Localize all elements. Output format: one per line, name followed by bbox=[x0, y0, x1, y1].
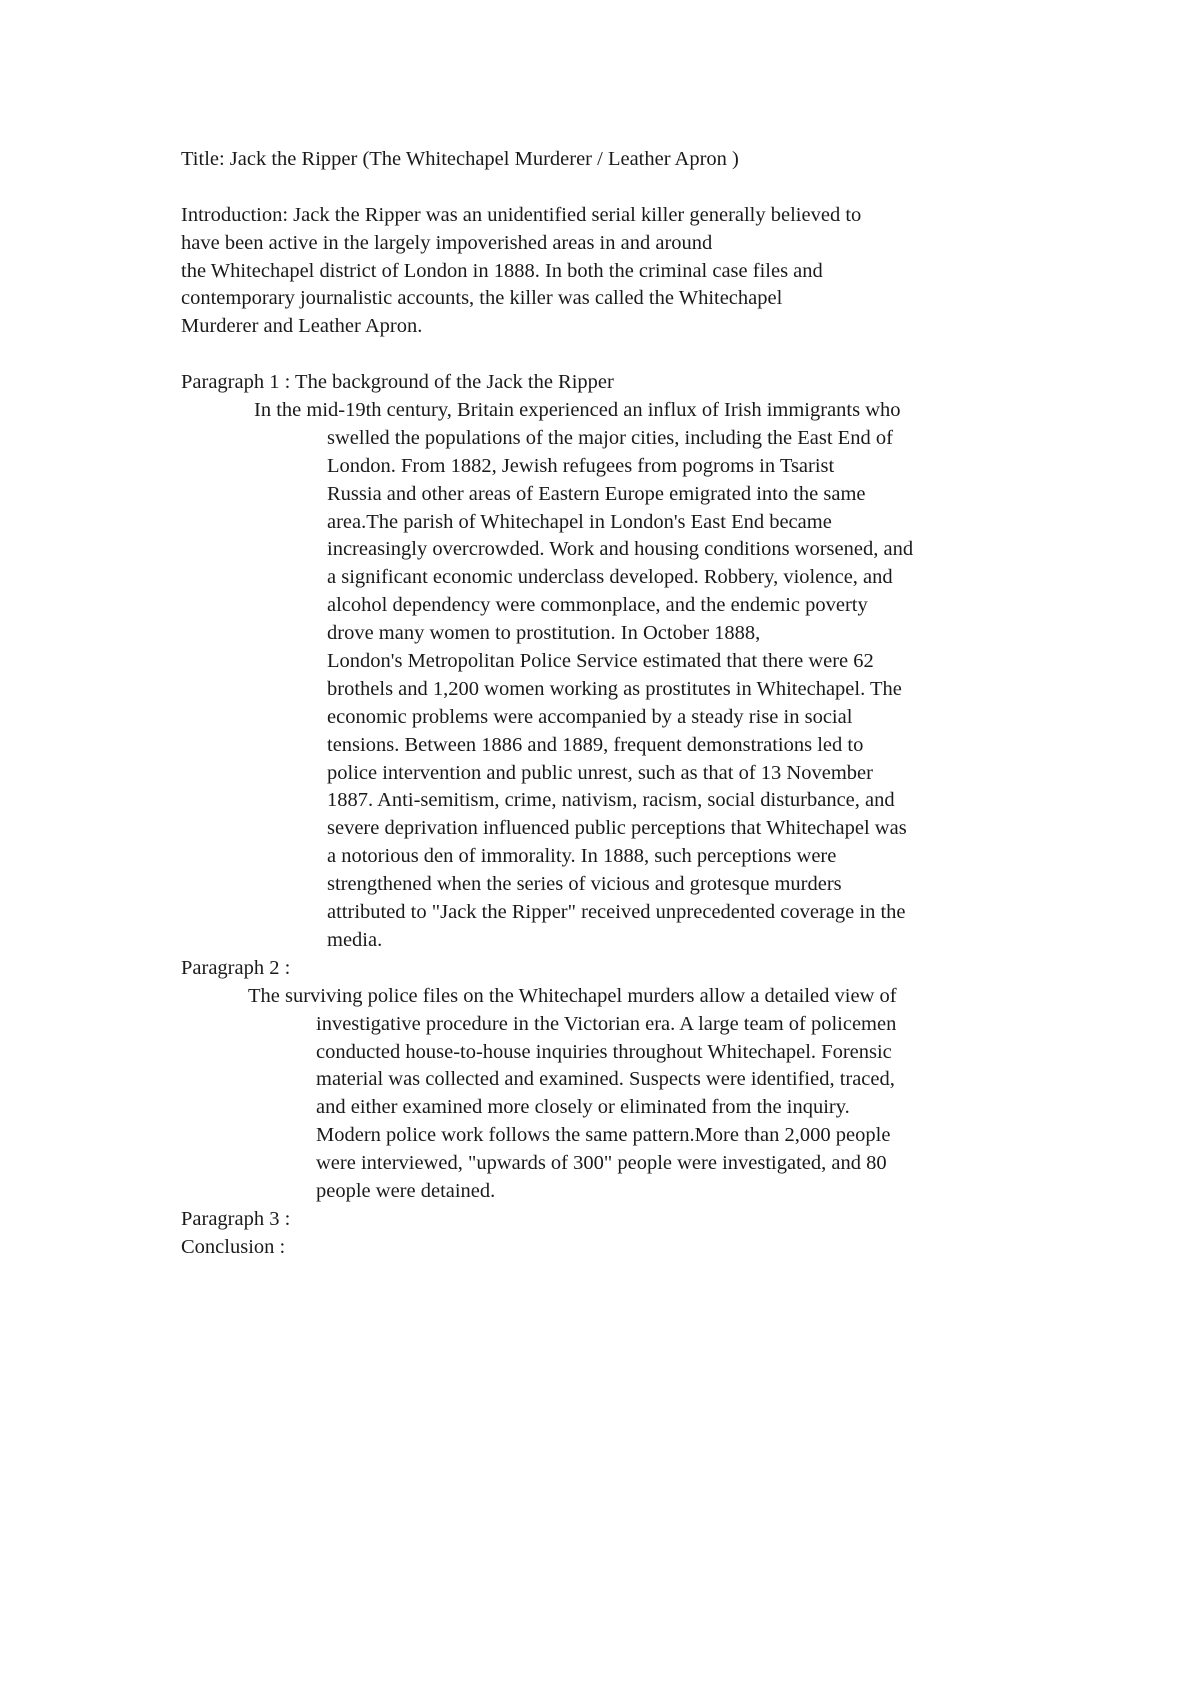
conclusion-heading: Conclusion : bbox=[181, 1235, 286, 1258]
paragraph-2-first-line: The surviving police files on the Whitechapel murders allow a detailed view of bbox=[248, 984, 897, 1007]
introduction-line: contemporary journalistic accounts, the killer was called the Whitechapel bbox=[181, 287, 783, 310]
paragraph-1-line: area.The parish of Whitechapel in London's East End became bbox=[327, 510, 832, 533]
paragraph-2-line: investigative procedure in the Victorian era. A large team of policemen bbox=[316, 1012, 897, 1035]
introduction-line: the Whitechapel district of London in 1888. In both the criminal case files and bbox=[181, 259, 823, 282]
paragraph-1-line: a notorious den of immorality. In 1888, such perceptions were bbox=[327, 845, 837, 868]
paragraph-2-line: and either examined more closely or eliminated from the inquiry. bbox=[316, 1096, 850, 1119]
paragraph-2-line: Modern police work follows the same pattern.More than 2,000 people bbox=[316, 1124, 891, 1147]
paragraph-2-line: material was collected and examined. Suspects were identified, traced, bbox=[316, 1068, 895, 1091]
paragraph-1-section bbox=[181, 369, 1081, 955]
paragraph-1-line: strengthened when the series of vicious and grotesque murders bbox=[327, 873, 842, 896]
blank-line bbox=[181, 341, 1081, 369]
paragraph-1-line: police intervention and public unrest, such as that of 13 November bbox=[327, 761, 873, 784]
paragraph-1-line: drove many women to prostitution. In October 1888, bbox=[327, 622, 761, 645]
paragraph-1-line: increasingly overcrowded. Work and housing conditions worsened, and bbox=[327, 538, 914, 561]
paragraph-1-line: a significant economic underclass developed. Robbery, violence, and bbox=[327, 566, 893, 589]
introduction-line: Introduction: Jack the Ripper was an unidentified serial killer generally believed to bbox=[181, 203, 862, 226]
paragraph-2-line: people were detained. bbox=[316, 1179, 496, 1202]
paragraph-2-line: were interviewed, "upwards of 300" people were investigated, and 80 bbox=[316, 1152, 887, 1175]
blank-line bbox=[181, 174, 1081, 202]
paragraph-1-first-line: In the mid-19th century, Britain experienced an influx of Irish immigrants who bbox=[254, 399, 901, 422]
paragraph-1-line: economic problems were accompanied by a steady rise in social bbox=[327, 705, 853, 728]
paragraph-1-line: swelled the populations of the major cities, including the East End of bbox=[327, 426, 893, 449]
paragraph-1-line: alcohol dependency were commonplace, and the endemic poverty bbox=[327, 594, 868, 617]
paragraph-1-line: London's Metropolitan Police Service estimated that there were 62 bbox=[327, 650, 874, 673]
paragraph-3-heading: Paragraph 3 : bbox=[181, 1207, 291, 1230]
introduction-line: Murderer and Leather Apron. bbox=[181, 315, 423, 338]
paragraph-1-line: attributed to "Jack the Ripper" received unprecedented coverage in the bbox=[327, 901, 906, 924]
paragraph-1-line: London. From 1882, Jewish refugees from pogroms in Tsarist bbox=[327, 454, 835, 477]
paragraph-2-line: conducted house-to-house inquiries throughout Whitechapel. Forensic bbox=[316, 1040, 892, 1063]
document-title: Title: Jack the Ripper (The Whitechapel Murderer / Leather Apron ) bbox=[181, 148, 739, 170]
paragraph-1-line: media. bbox=[327, 928, 383, 951]
introduction-section bbox=[181, 202, 1081, 341]
paragraph-2-section bbox=[181, 955, 1081, 1206]
paragraph-2-heading: Paragraph 2 : bbox=[181, 956, 291, 979]
paragraph-1-line: brothels and 1,200 women working as prostitutes in Whitechapel. The bbox=[327, 677, 902, 700]
introduction-line: have been active in the largely impoverished areas in and around bbox=[181, 231, 713, 254]
paragraph-1-line: 1887. Anti-semitism, crime, nativism, racism, social disturbance, and bbox=[327, 789, 895, 812]
paragraph-1-heading: Paragraph 1 : The background of the Jack the Ripper bbox=[181, 371, 614, 394]
paragraph-1-line: severe deprivation influenced public perceptions that Whitechapel was bbox=[327, 817, 907, 840]
document-body bbox=[181, 146, 1081, 1262]
paragraph-1-line: tensions. Between 1886 and 1889, frequent demonstrations led to bbox=[327, 733, 864, 756]
paragraph-1-line: Russia and other areas of Eastern Europe emigrated into the same bbox=[327, 482, 866, 505]
